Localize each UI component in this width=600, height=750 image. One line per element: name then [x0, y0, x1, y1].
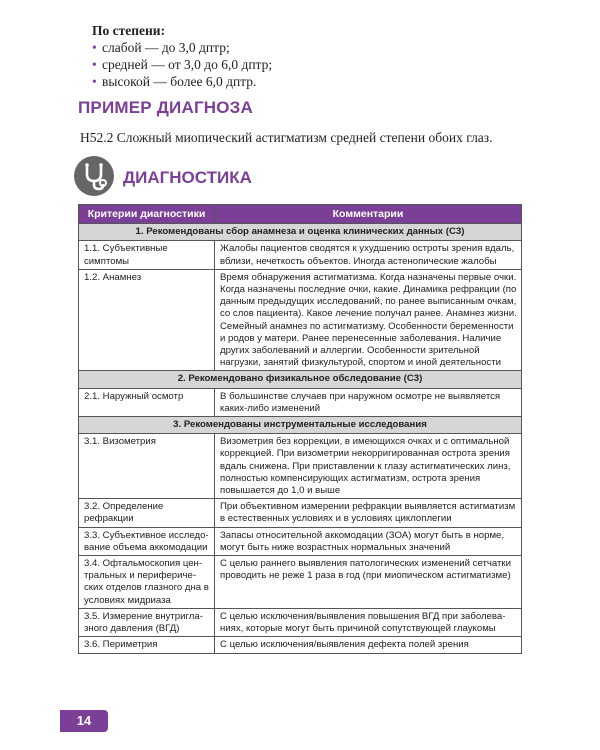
- comment-cell: С целью исключения/выявления повышения ВГД при заболеваниях, которые могут быть причиной сопутствующей глаукомы: [215, 608, 522, 636]
- criterion-cell: 2.1. Наружный осмотр: [79, 388, 215, 416]
- criterion-cell: 1.1. Субъективные симптомы: [79, 241, 215, 269]
- comment-cell: Время обнаружения астигматизма. Когда назначены первые очки. Когда назначены последние очки, какие. Динамика рефракции (по данным предыдущих исследований, по ранее выписанным очкам, со слов пациента). Какое лечение получал ранее. Анамнез жизни. Семейный анамнез по астигматизму. Особенности беременности и родов у матери. Ранее перенесенные заболевания. Наличие других заболеваний и аллергии. Особенности зрительной нагрузки, занятий физкультурой, спортом и иной деятельности: [215, 269, 522, 371]
- section-header-row: [79, 417, 522, 434]
- degree-block: [92, 22, 512, 90]
- comment-cell: Визометрия без коррекции, в имеющихся очках и с оптимальной коррекцией. При визометрии некорригированная острота зрения вдаль снижена. При приставлении к глазу астигматических линз, полностью компенсирующих астигматизм, острота зрения повышается до 1,0 и выше: [215, 434, 522, 499]
- degree-item: • высокой — более 6,0 дптр.: [92, 73, 512, 90]
- example-heading: ПРИМЕР ДИАГНОЗА: [78, 98, 254, 117]
- criterion-cell: 3.1. Визометрия: [79, 434, 215, 499]
- comment-cell: С целью раннего выявления патологических изменений сетчатки проводить не реже 1 раза в год (при миопическом астигматизме): [215, 556, 522, 609]
- degree-item: • слабой — до 3,0 дптр;: [92, 39, 512, 56]
- degree-list: [92, 39, 512, 90]
- stethoscope-icon: [74, 156, 114, 196]
- criterion-cell: 3.3. Субъективное исследование объема аккомодации: [79, 527, 215, 555]
- section-header-row: [79, 371, 522, 388]
- table-row: [79, 241, 522, 269]
- page-number: 14: [60, 710, 108, 732]
- degree-title: По степени:: [92, 23, 166, 38]
- comment-cell: С целью исключения/выявления дефекта полей зрения: [215, 637, 522, 653]
- section-header-row: [79, 224, 522, 241]
- section-title: 3. Рекомендованы инструментальные исследования: [79, 417, 522, 434]
- table-row: [79, 434, 522, 499]
- section-title: 1. Рекомендованы сбор анамнеза и оценка клинических данных (С3): [79, 224, 522, 241]
- criterion-cell: 3.4. Офтальмоскопия центральных и периферических отделов глазного дна в условиях мидриаза: [79, 556, 215, 609]
- diagnostics-table: [78, 204, 522, 654]
- diagnostics-heading: ДИАГНОСТИКА: [123, 168, 252, 187]
- example-diagnosis-text: H52.2 Сложный миопический астигматизм средней степени обоих глаз.: [80, 130, 493, 145]
- table-row: [79, 637, 522, 653]
- column-header-comments: Комментарии: [215, 205, 522, 224]
- table-row: [79, 556, 522, 609]
- table-row: [79, 388, 522, 416]
- table-row: [79, 269, 522, 371]
- comment-cell: Запасы относительной аккомодации (ЗОА) могут быть в норме, могут быть ниже возрастных нормальных значений: [215, 527, 522, 555]
- table-row: [79, 499, 522, 527]
- table-header-row: [79, 205, 522, 224]
- table-row: [79, 527, 522, 555]
- table-row: [79, 608, 522, 636]
- criterion-cell: 3.5. Измерение внутриглазного давления (ВГД): [79, 608, 215, 636]
- criterion-cell: 3.6. Периметрия: [79, 637, 215, 653]
- column-header-criteria: Критерии диагностики: [79, 205, 215, 224]
- comment-cell: При объективном измерении рефракции выявляется астигматизм в естественных условиях и в условиях циклоплегии: [215, 499, 522, 527]
- criterion-cell: 3.2. Определение рефракции: [79, 499, 215, 527]
- criterion-cell: 1.2. Анамнез: [79, 269, 215, 371]
- comment-cell: В большинстве случаев при наружном осмотре не выявляется каких-либо изменений: [215, 388, 522, 416]
- comment-cell: Жалобы пациентов сводятся к ухудшению остроты зрения вдаль, вблизи, нечеткость объектов. Иногда астенопические жалобы: [215, 241, 522, 269]
- degree-item: • средней — от 3,0 до 6,0 дптр;: [92, 56, 512, 73]
- section-title: 2. Рекомендовано физикальное обследование (С3): [79, 371, 522, 388]
